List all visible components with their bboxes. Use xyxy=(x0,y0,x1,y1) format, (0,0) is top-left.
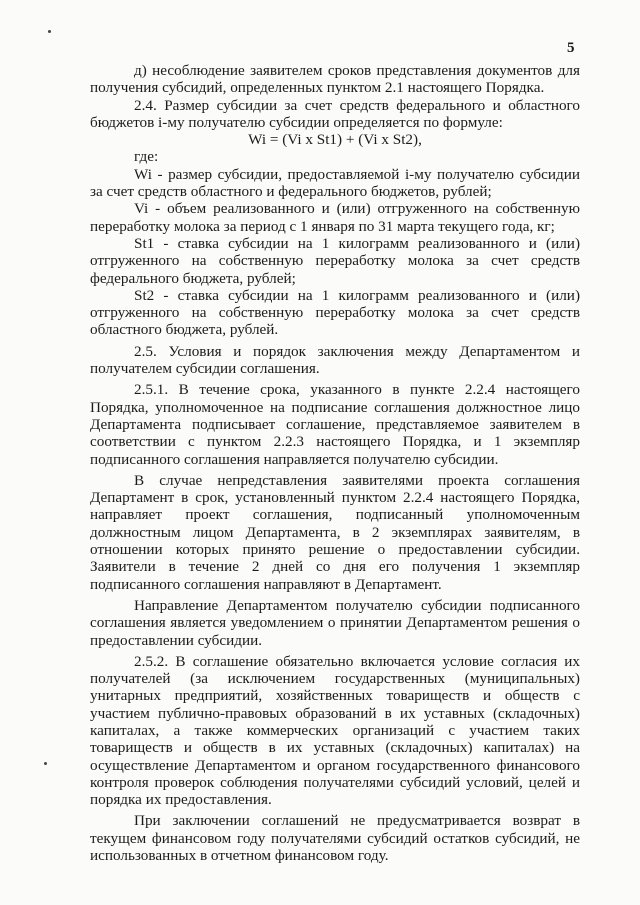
definition-st1: St1 - ставка субсидии на 1 килограмм реализованного и (или) отгруженного на собственную переработку молока за счет средств федерального бюджета, рублей; xyxy=(90,234,580,287)
paragraph-2-5-2: 2.5.2. В соглашение обязательно включается условие согласия их получателей (за исключением государственных (муниципальных) унитарных предприятий, хозяйственных товариществ и обществ с участием публично-правовых образований в их уставных (складочных) капиталах, а также коммерческих организаций с участием таких товариществ и обществ в их уставных (складочных) капиталах) на осуществление Департаментом и органом государственного финансового контроля проверок соблюдения получателями субсидий условий, целей и порядка их предоставления. xyxy=(90,652,580,809)
paragraph-2-5-1: 2.5.1. В течение срока, указанного в пункте 2.2.4 настоящего Порядка, уполномоченное на подписание соглашения должностное лицо Департамента подписывает соглашение, представляемое заявителем в соответствии с пунктом 2.2.3 настоящего Порядка, и 1 экземпляр подписанного соглашения направляется получателю субсидии. xyxy=(90,381,580,468)
document-body xyxy=(90,62,580,864)
definition-w: Wi - размер субсидии, предоставляемой i-му получателю субсидии за счет средств областного и федерального бюджетов, рублей; xyxy=(90,165,580,201)
paragraph-d: д) несоблюдение заявителем сроков представления документов для получения субсидий, определенных пунктом 2.1 настоящего Порядка. xyxy=(90,62,580,97)
subsidy-formula: Wi = (Vi x St1) + (Vi x St2), xyxy=(248,131,422,149)
definition-st2: St2 - ставка субсидии на 1 килограмм реализованного и (или) отгруженного на собственную переработку молока за счет средств областного бюджета, рублей. xyxy=(90,286,580,339)
paragraph-case: В случае непредставления заявителями проекта соглашения Департамент в срок, установленный пунктом 2.2.4 настоящего Порядка, направляет проект соглашения, подписанный уполномоченным должностным лицом Департамента, в 2 экземплярах заявителям, в отношении которых принято решение о предоставлении субсидии. Заявители в течение 2 дней со дня его получения 1 экземпляр подписанного соглашения направляют в Департамент. xyxy=(90,471,580,593)
paragraph-return: При заключении соглашений не предусматривается возврат в текущем финансовом году получателями субсидий остатков субсидий, не использованных в отчетном финансовом году. xyxy=(90,812,580,865)
paragraph-direction: Направление Департаментом получателю субсидии подписанного соглашения является уведомлением о принятии Департаментом решения о предоставлении субсидии. xyxy=(90,596,580,649)
scan-speck xyxy=(44,762,47,765)
scan-speck xyxy=(48,30,51,33)
paragraph-2-4: 2.4. Размер субсидии за счет средств федерального и областного бюджетов i-му получателю субсидии определяется по формуле: xyxy=(90,96,580,131)
definition-v: Vi - объем реализованного и (или) отгруженного на собственную переработку молока за период с 1 января по 31 марта текущего года, кг; xyxy=(90,200,580,235)
where-label: где: xyxy=(134,148,159,166)
paragraph-2-5: 2.5. Условия и порядок заключения между Департаментом и получателем субсидии соглашения. xyxy=(90,342,580,378)
page-number: 5 xyxy=(567,40,575,56)
